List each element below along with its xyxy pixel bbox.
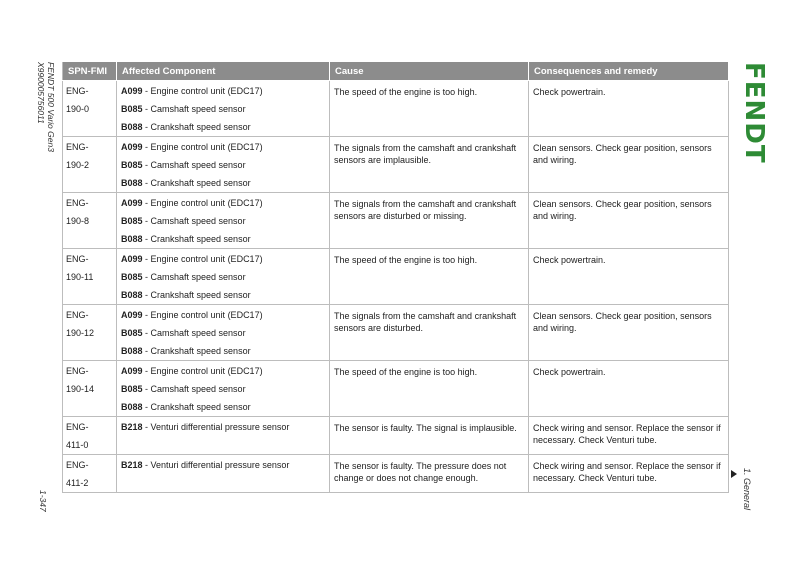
affected-component-cell [117, 305, 330, 361]
spn-fmi-cell [63, 455, 117, 493]
component-description: - Engine control unit (EDC17) [142, 142, 263, 152]
component-line [121, 418, 325, 436]
component-code: B085 [121, 160, 143, 170]
document-id [36, 62, 56, 152]
fault-code-table [62, 62, 729, 493]
component-code: B088 [121, 122, 143, 132]
spn-fmi-cell [63, 361, 117, 417]
spn-fmi-line: ENG- [66, 254, 89, 264]
cause-cell: The sensor is faulty. The pressure does not change or does not change enough. [330, 455, 529, 493]
spn-fmi-cell [63, 249, 117, 305]
table-row [63, 249, 729, 305]
component-line [121, 230, 325, 248]
document-number: X990005756011 [36, 62, 46, 124]
header-remedy: Consequences and remedy [529, 62, 729, 81]
table-header-row [63, 62, 729, 81]
component-line [121, 362, 325, 380]
section-margin [740, 468, 754, 528]
spn-fmi-line: ENG- [66, 142, 89, 152]
component-description: - Camshaft speed sensor [142, 328, 246, 338]
component-description: - Camshaft speed sensor [142, 160, 246, 170]
component-line [121, 306, 325, 324]
component-line [121, 212, 325, 230]
cause-cell: The signals from the camshaft and crankshaft sensors are disturbed. [330, 305, 529, 361]
component-line [121, 174, 325, 192]
remedy-cell: Check powertrain. [529, 361, 729, 417]
component-description: - Crankshaft speed sensor [142, 178, 251, 188]
component-code: A099 [121, 198, 143, 208]
component-line [121, 194, 325, 212]
affected-component-cell [117, 417, 330, 455]
component-description: - Engine control unit (EDC17) [142, 366, 263, 376]
spn-fmi-line: 190-8 [66, 216, 90, 226]
spn-fmi-cell [63, 417, 117, 455]
component-description: - Crankshaft speed sensor [142, 234, 251, 244]
spn-fmi-line: ENG- [66, 422, 89, 432]
brand-logo [739, 62, 769, 164]
spn-fmi-line: 190-14 [66, 384, 95, 394]
component-code: B088 [121, 178, 143, 188]
table-row [63, 305, 729, 361]
spn-fmi-line: 411-2 [66, 478, 89, 488]
cause-cell: The signals from the camshaft and crankshaft sensors are disturbed or missing. [330, 193, 529, 249]
component-code: B085 [121, 104, 143, 114]
spn-fmi-line: ENG- [66, 198, 89, 208]
remedy-cell: Check powertrain. [529, 81, 729, 137]
table-row [63, 417, 729, 455]
component-code: B088 [121, 234, 143, 244]
affected-component-cell [117, 193, 330, 249]
component-line [121, 118, 325, 136]
spn-fmi-line: 190-12 [66, 328, 95, 338]
spn-fmi-line: ENG- [66, 310, 89, 320]
component-description: - Camshaft speed sensor [142, 104, 246, 114]
component-code: A099 [121, 310, 143, 320]
component-line [121, 286, 325, 304]
spn-fmi-line: ENG- [66, 86, 89, 96]
document-info-margin [34, 62, 64, 522]
component-description: - Engine control unit (EDC17) [142, 86, 263, 96]
spn-fmi-cell [63, 137, 117, 193]
component-line [121, 268, 325, 286]
remedy-cell: Clean sensors. Check gear position, sensors and wiring. [529, 137, 729, 193]
component-line [121, 138, 325, 156]
affected-component-cell [117, 361, 330, 417]
component-code: B088 [121, 346, 143, 356]
component-line [121, 380, 325, 398]
component-code: A099 [121, 254, 143, 264]
fendt-logo: FENDT [739, 62, 769, 164]
document-title: FENDT 500 Vario Gen3 [46, 62, 56, 152]
component-description: - Engine control unit (EDC17) [142, 310, 263, 320]
table-row [63, 193, 729, 249]
component-line [121, 456, 325, 474]
table-row [63, 361, 729, 417]
component-description: - Crankshaft speed sensor [142, 402, 251, 412]
component-code: B085 [121, 328, 143, 338]
header-cause: Cause [330, 62, 529, 81]
cause-cell: The sensor is faulty. The signal is implausible. [330, 417, 529, 455]
component-line [121, 342, 325, 360]
remedy-cell: Check wiring and sensor. Replace the sensor if necessary. Check Venturi tube. [529, 455, 729, 493]
spn-fmi-line: ENG- [66, 366, 89, 376]
component-description: - Camshaft speed sensor [142, 216, 246, 226]
spn-fmi-line: 190-2 [66, 160, 90, 170]
remedy-cell: Clean sensors. Check gear position, sensors and wiring. [529, 193, 729, 249]
component-description: - Crankshaft speed sensor [142, 346, 251, 356]
component-line [121, 82, 325, 100]
spn-fmi-line: ENG- [66, 460, 89, 470]
component-description: - Engine control unit (EDC17) [142, 198, 263, 208]
affected-component-cell [117, 81, 330, 137]
spn-fmi-cell [63, 193, 117, 249]
cause-cell: The speed of the engine is too high. [330, 361, 529, 417]
spn-fmi-line: 190-11 [66, 272, 94, 282]
component-code: B218 [121, 422, 143, 432]
component-line [121, 156, 325, 174]
component-description: - Engine control unit (EDC17) [142, 254, 263, 264]
spn-fmi-cell [63, 81, 117, 137]
component-code: A099 [121, 366, 143, 376]
component-description: - Camshaft speed sensor [142, 272, 246, 282]
header-affected-component: Affected Component [117, 62, 330, 81]
component-line [121, 324, 325, 342]
affected-component-cell [117, 249, 330, 305]
component-description: - Camshaft speed sensor [142, 384, 246, 394]
spn-fmi-line: 190-0 [66, 104, 90, 114]
component-code: B088 [121, 290, 143, 300]
remedy-cell: Check wiring and sensor. Replace the sensor if necessary. Check Venturi tube. [529, 417, 729, 455]
component-code: B085 [121, 216, 143, 226]
component-description: - Crankshaft speed sensor [142, 122, 251, 132]
component-line [121, 398, 325, 416]
affected-component-cell [117, 455, 330, 493]
component-description: - Venturi differential pressure sensor [142, 422, 290, 432]
component-code: B088 [121, 402, 143, 412]
header-spn-fmi: SPN-FMI [63, 62, 117, 81]
component-code: A099 [121, 86, 143, 96]
spn-fmi-cell [63, 305, 117, 361]
component-code: B085 [121, 384, 143, 394]
component-code: B085 [121, 272, 143, 282]
component-description: - Venturi differential pressure sensor [142, 460, 290, 470]
table-row [63, 137, 729, 193]
affected-component-cell [117, 137, 330, 193]
remedy-cell: Check powertrain. [529, 249, 729, 305]
component-code: B218 [121, 460, 143, 470]
component-description: - Crankshaft speed sensor [142, 290, 251, 300]
table-row [63, 81, 729, 137]
component-line [121, 250, 325, 268]
cause-cell: The speed of the engine is too high. [330, 81, 529, 137]
cause-cell: The signals from the camshaft and crankshaft sensors are implausible. [330, 137, 529, 193]
section-label: 1. General [742, 468, 752, 511]
cause-cell: The speed of the engine is too high. [330, 249, 529, 305]
next-page-arrow-icon [731, 470, 737, 478]
component-code: A099 [121, 142, 143, 152]
component-line [121, 100, 325, 118]
remedy-cell: Clean sensors. Check gear position, sensors and wiring. [529, 305, 729, 361]
page-number: 1-347 [38, 490, 48, 512]
spn-fmi-line: 411-0 [66, 440, 89, 450]
table-row [63, 455, 729, 493]
